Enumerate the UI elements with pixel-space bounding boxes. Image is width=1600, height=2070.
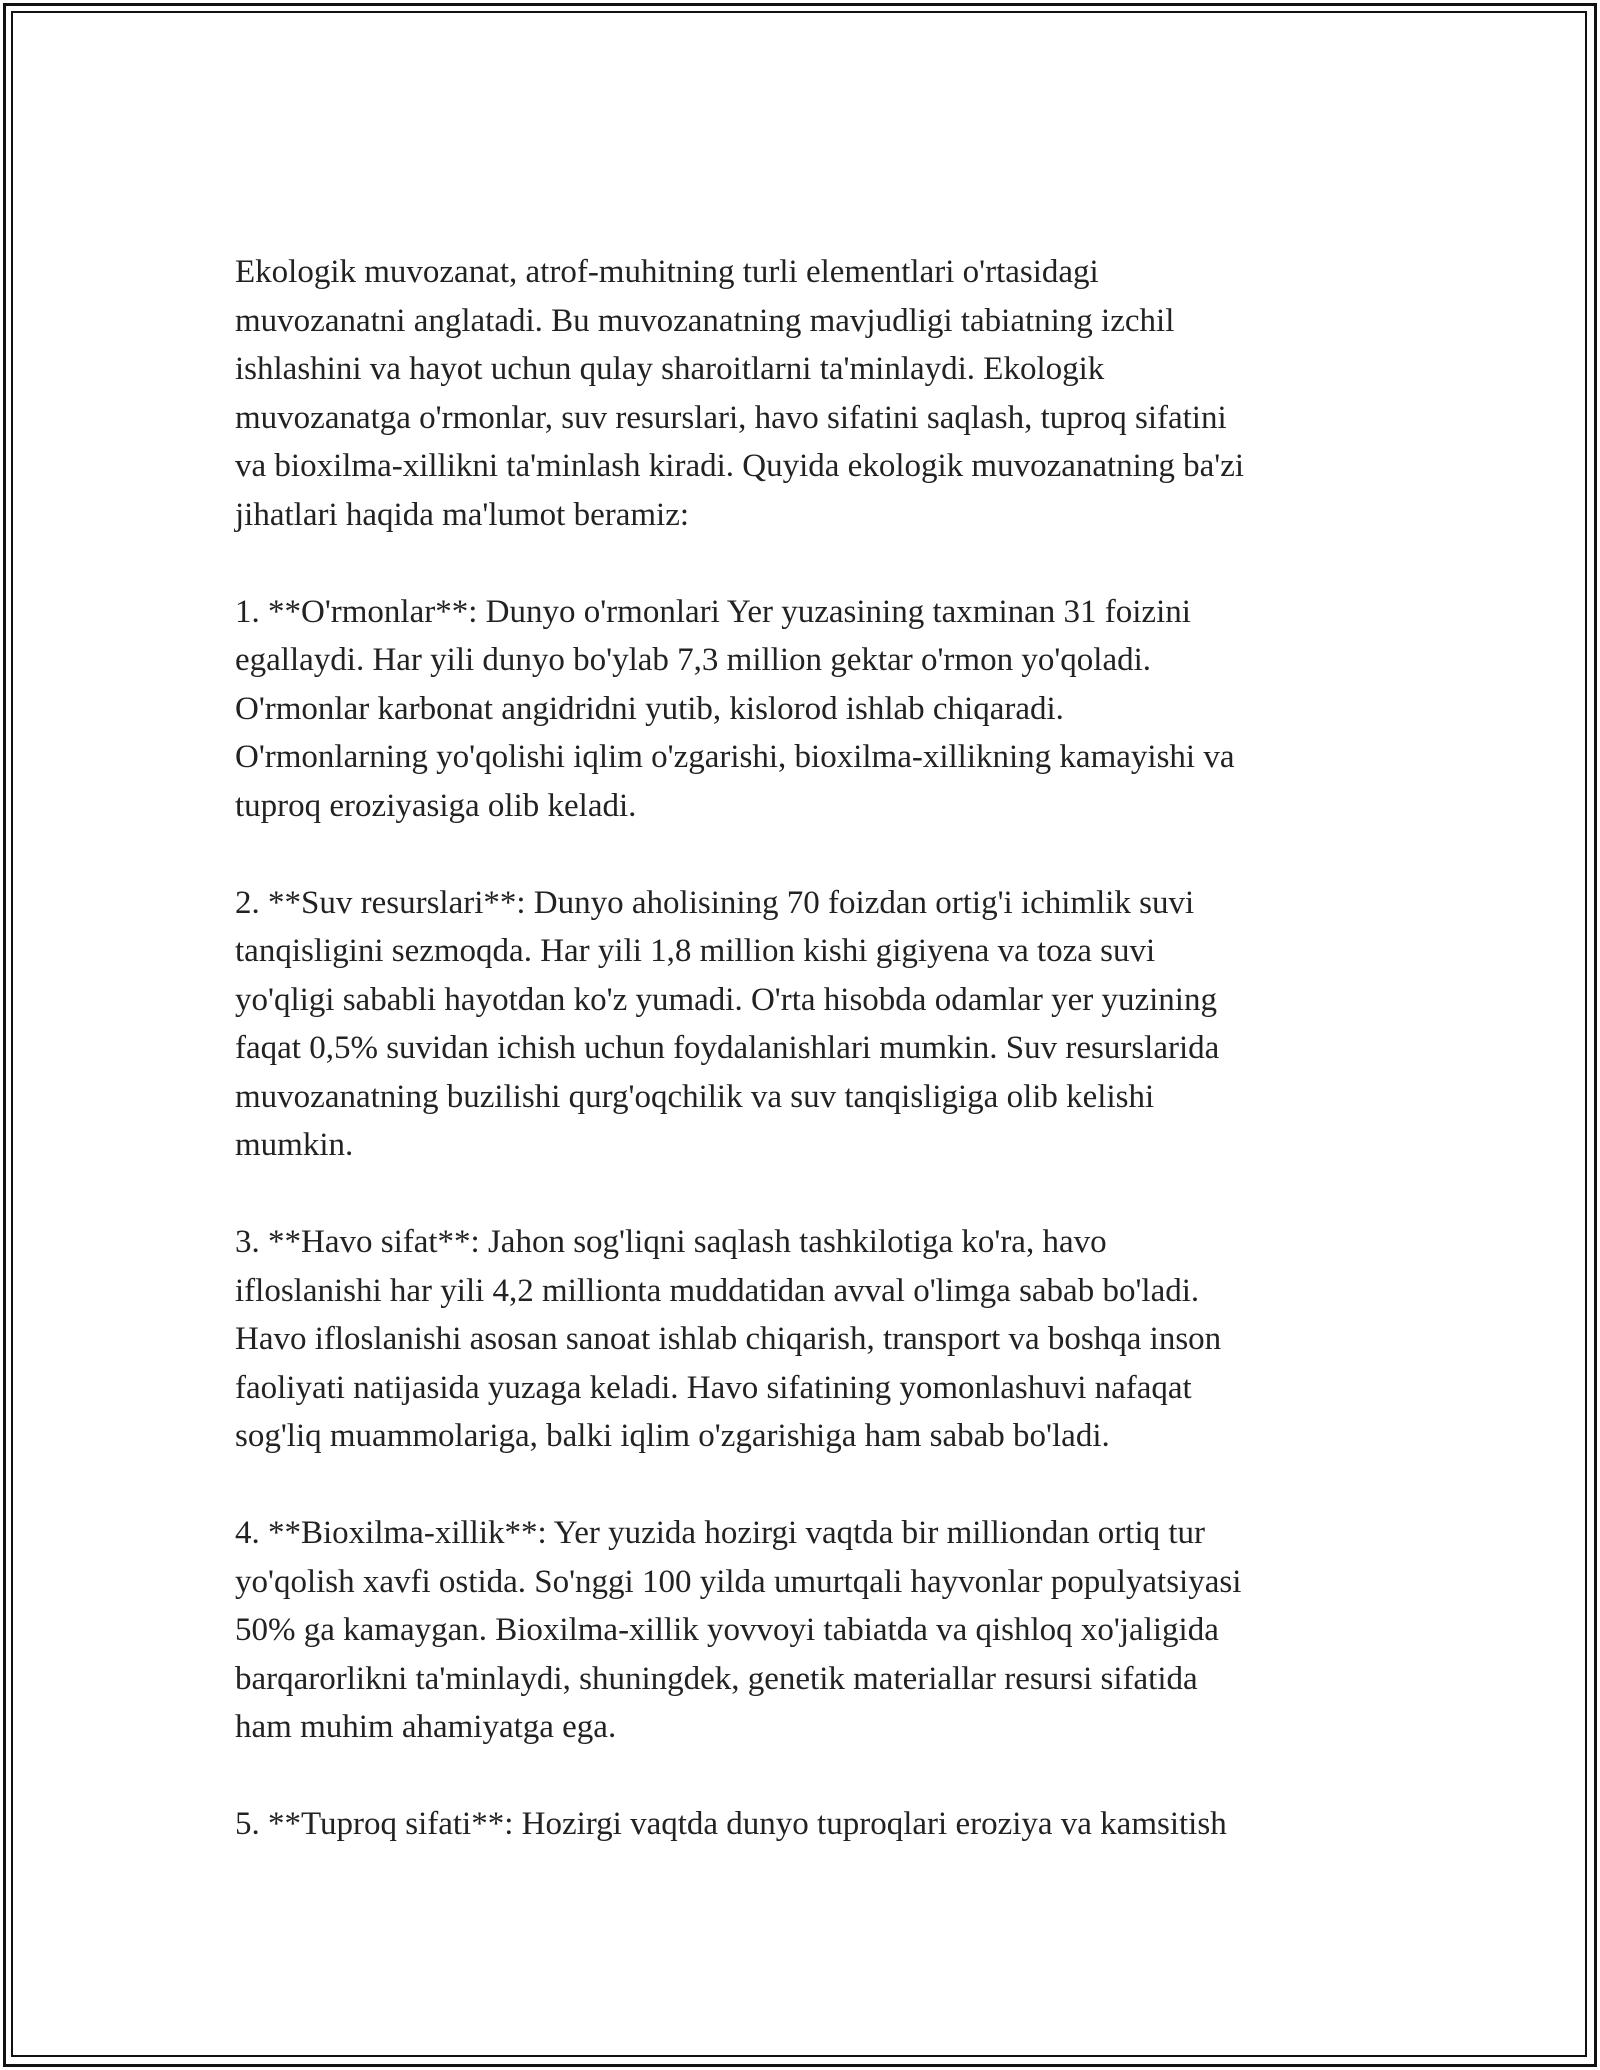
intro-paragraph: Ekologik muvozanat, atrof-muhitning turli elementlari o'rtasidagi muvozanatni anglatadi. Bu muvozanatning mavjudligi tabiatning izchil ishlashini va hayot uchun qulay sharoitlarni ta'minlaydi. Ekologik muvozanatga o'rmonlar, suv resurslari, havo sifatini saqlash, tuproq sifatini va bioxilma-xillikni ta'minlash kiradi. Quyida ekologik muvozanatning ba'zi jihatlari haqida ma'lumot beramiz: — [235, 254, 1245, 533]
document-body — [235, 248, 1375, 1849]
water-resources-paragraph: 2. **Suv resurslari**: Dunyo aholisining 70 foizdan ortig'i ichimlik suvi tanqisligini sezmoqda. Har yili 1,8 million kishi gigiyena va toza suvi yo'qligi sababli hayotdan ko'z yumadi. O'rta hisobda odamlar yer yuzining faqat 0,5% suvidan ichish uchun foydalanishlari mumkin. Suv resurslarida muvozanatning buzilishi qurg'oqchilik va suv tanqisligiga olib kelishi mumkin. — [235, 884, 1220, 1163]
biodiversity-paragraph: 4. **Bioxilma-xillik**: Yer yuzida hozirgi vaqtda bir milliondan ortiq tur yo'qolish xavfi ostida. So'nggi 100 yilda umurtqali hayvonlar populyatsiyasi 50% ga kamaygan. Bioxilma-xillik yovvoyi tabiatda va qishloq xo'jaligida barqarorlikni ta'minlaydi, shuningdek, genetik materiallar resursi sifatida ham muhim ahamiyatga ega. — [235, 1515, 1242, 1745]
soil-quality-paragraph: 5. **Tuproq sifati**: Hozirgi vaqtda dunyo tuproqlari eroziya va kamsitish — [235, 1806, 1227, 1842]
air-quality-paragraph: 3. **Havo sifat**: Jahon sog'liqni saqlash tashkilotiga ko'ra, havo ifloslanishi har yili 4,2 millionta muddatidan avval o'limga sabab bo'ladi. Havo ifloslanishi asosan sanoat ishlab chiqarish, transport va boshqa inson faoliyati natijasida yuzaga keladi. Havo sifatining yomonlashuvi nafaqat sog'liq muammolariga, balki iqlim o'zgarishiga ham sabab bo'ladi. — [235, 1224, 1222, 1454]
forests-paragraph: 1. **O'rmonlar**: Dunyo o'rmonlari Yer yuzasining taxminan 31 foizini egallaydi. Har yili dunyo bo'ylab 7,3 million gektar o'rmon yo'qoladi. O'rmonlar karbonat angidridni yutib, kislorod ishlab chiqaradi. O'rmonlarning yo'qolishi iqlim o'zgarishi, bioxilma-xillikning kamayishi va tuproq eroziyasiga olib keladi. — [235, 593, 1235, 824]
